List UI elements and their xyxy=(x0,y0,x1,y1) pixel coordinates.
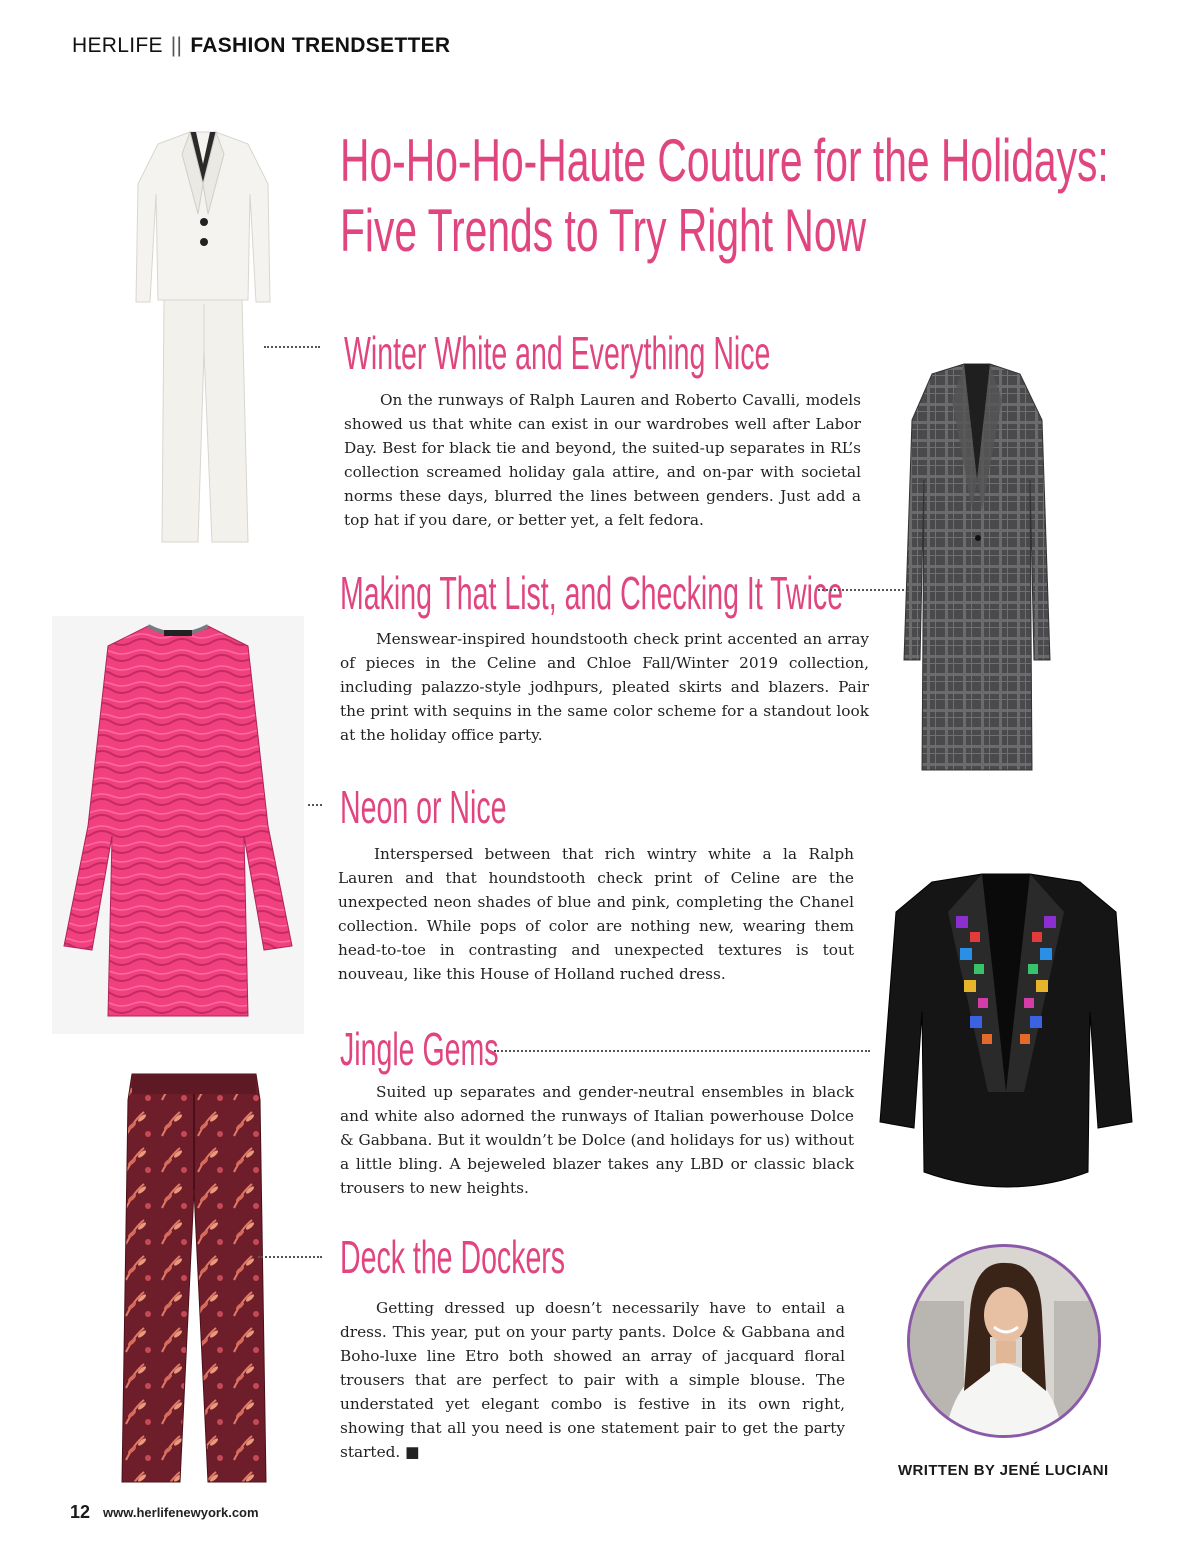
leader-dots-1 xyxy=(264,346,320,348)
section-body-2: Menswear-inspired houndstooth check print accented an array of pieces in the Celine and Chloe Fall/Winter 2019 collection, including palazzo-style jodhpurs, pleated skirts and blazers. Pair the print with sequins in the same color scheme for a standout look at the holiday office party. xyxy=(340,630,869,744)
floral-trousers-photo xyxy=(120,1070,268,1485)
headline-line-2: Five Trends to Try Right Now xyxy=(340,197,867,264)
section-title-1: Winter White and Everything Nice xyxy=(344,327,771,379)
kicker-separator: || xyxy=(170,34,183,57)
section-kicker xyxy=(72,34,450,58)
section-title-2: Making That List, and Checking It Twice xyxy=(340,567,844,619)
magazine-section-label: HERLIFE xyxy=(72,34,163,57)
leader-dots-2 xyxy=(818,589,904,591)
column-label: FASHION TRENDSETTER xyxy=(190,34,451,57)
leader-dots-5 xyxy=(258,1256,322,1258)
plaid-coat-photo xyxy=(902,360,1052,775)
section-title-4: Jingle Gems xyxy=(340,1023,499,1075)
leader-dots-3 xyxy=(308,804,322,806)
author-portrait-photo xyxy=(904,1241,1104,1441)
section-body-1: On the runways of Ralph Lauren and Roberto Cavalli, models showed us that white can exist in our wardrobes well after Labor Day. Best for black tie and beyond, the suited-up separates in RL’s collection screamed holiday gala attire, and on-par with societal norms these days, blurred the lines between genders. Just add a top hat if you dare, or better yet, a felt fedora. xyxy=(344,391,861,529)
author-byline: WRITTEN BY JENÉ LUCIANI xyxy=(898,1462,1109,1479)
section-title-3: Neon or Nice xyxy=(340,781,507,833)
leader-dots-4 xyxy=(494,1050,870,1052)
section-body-3: Interspersed between that rich wintry white a la Ralph Lauren and that houndstooth check print of Celine are the unexpected neon shades of blue and pink, completing the Chanel collection. While pops of color are nothing new, wearing them head-to-toe in contrasting and unexpected textures is tout nouveau, like this House of Holland ruched dress. xyxy=(338,845,854,983)
white-suit-photo xyxy=(118,124,288,544)
section-body-5: Getting dressed up doesn’t necessarily have to entail a dress. This year, put on your party pants. Dolce & Gabbana and Boho-luxe line Etro both showed an array of jacquard floral trousers that are perfect to pair with a simple blouse. The understated yet elegant combo is festive in its own right, showing that all you need is one statement pair to get the party started. ■ xyxy=(340,1299,845,1461)
section-title-5: Deck the Dockers xyxy=(340,1231,566,1283)
jeweled-black-blazer-photo xyxy=(878,872,1134,1200)
footer-url-link[interactable]: www.herlifenewyork.com xyxy=(103,1505,259,1520)
article-headline xyxy=(340,126,1109,266)
section-body-4: Suited up separates and gender-neutral ensembles in black and white also adorned the runways of Italian powerhouse Dolce & Gabbana. But it wouldn’t be Dolce (and holidays for us) without a little bling. A bejeweled blazer takes any LBD or classic black trousers to new heights. xyxy=(340,1083,854,1197)
headline-line-1: Ho-Ho-Ho-Haute Couture for the Holidays: xyxy=(340,127,1109,194)
pink-ruched-dress-photo xyxy=(52,616,304,1034)
page-number: 12 xyxy=(70,1502,91,1522)
